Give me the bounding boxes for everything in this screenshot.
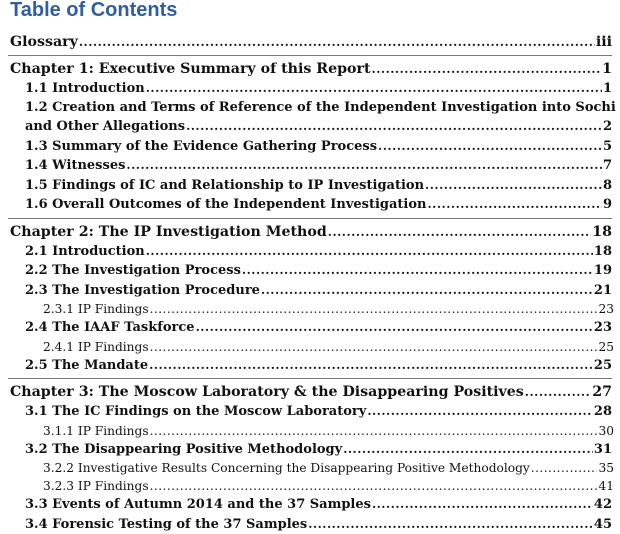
- dot-leader: [367, 402, 593, 421]
- toc-entry-chapter-2[interactable]: [10, 223, 612, 242]
- entry-page: 2: [603, 118, 612, 137]
- entry-page: 25: [594, 357, 612, 376]
- entry-page: 23: [594, 319, 612, 338]
- dot-leader: [261, 281, 593, 300]
- toc-entry-3-2[interactable]: [25, 440, 612, 460]
- dot-leader: [425, 176, 602, 195]
- entry-label: 2.4 The IAAF Taskforce: [25, 319, 195, 338]
- entry-label: 3.4 Forensic Testing of the 37 Samples: [25, 516, 307, 534]
- entry-page: 23: [598, 300, 614, 318]
- dot-leader: [150, 422, 598, 440]
- toc-entry-1-3[interactable]: [25, 137, 612, 157]
- toc-entry-3-2-2[interactable]: [43, 459, 614, 477]
- entry-page: 45: [594, 516, 612, 534]
- dot-leader: [531, 459, 598, 477]
- dot-leader: [196, 318, 593, 337]
- entry-page: 41: [598, 477, 614, 495]
- entry-page: 42: [594, 496, 612, 515]
- toc-entry-2-4-1[interactable]: [43, 338, 614, 356]
- entry-label: 3.3 Events of Autumn 2014 and the 37 Samples: [25, 496, 371, 515]
- entry-label: 1.5 Findings of IC and Relationship to IP Investigation: [25, 177, 424, 196]
- dot-leader: [525, 383, 591, 402]
- dot-leader: [79, 33, 595, 52]
- entry-label: 2.3 The Investigation Procedure: [25, 282, 260, 301]
- toc-entry-2-5[interactable]: [25, 356, 612, 376]
- entry-page: 1: [603, 80, 612, 99]
- dot-leader: [150, 477, 598, 495]
- entry-page: 25: [598, 338, 614, 356]
- toc-entry-chapter-1[interactable]: [10, 60, 612, 79]
- table-of-contents: [0, 33, 620, 534]
- toc-entry-2-1[interactable]: [25, 242, 612, 262]
- entry-label: 1.4 Witnesses: [25, 157, 125, 176]
- entry-label: 3.2.3 IP Findings: [43, 477, 149, 495]
- entry-page: 1: [602, 60, 612, 79]
- entry-label-line-1: 1.2 Creation and Terms of Reference of the Independent Investigation into Sochi: [25, 99, 616, 118]
- toc-entry-1-4[interactable]: [25, 156, 612, 176]
- toc-entry-3-4[interactable]: [25, 515, 612, 534]
- section-divider: [8, 55, 612, 56]
- dot-leader: [186, 117, 602, 136]
- entry-page: 30: [598, 422, 614, 440]
- dot-leader: [378, 137, 602, 156]
- toc-entry-2-3[interactable]: [25, 281, 612, 301]
- toc-entry-1-5[interactable]: [25, 176, 612, 196]
- entry-label: 2.4.1 IP Findings: [43, 338, 149, 356]
- entry-label: 3.2.2 Investigative Results Concerning the Disappearing Positive Methodology: [43, 459, 530, 477]
- section-divider: [8, 378, 612, 379]
- toc-entry-3-2-3[interactable]: [43, 477, 614, 495]
- entry-label: 1.6 Overall Outcomes of the Independent Investigation: [25, 196, 427, 215]
- dot-leader: [126, 156, 602, 175]
- entry-page: 8: [603, 177, 612, 196]
- entry-label: Chapter 2: The IP Investigation Method: [10, 223, 327, 242]
- dot-leader: [242, 261, 593, 280]
- entry-page: 9: [603, 196, 612, 215]
- entry-label: 2.2 The Investigation Process: [25, 262, 241, 281]
- dot-leader: [343, 440, 593, 459]
- dot-leader: [372, 495, 593, 514]
- entry-label-line-2: and Other Allegations: [25, 118, 185, 137]
- toc-title: Table of Contents: [10, 0, 177, 23]
- entry-page: 5: [603, 138, 612, 157]
- entry-label: Chapter 3: The Moscow Laboratory & the Disappearing Positives: [10, 383, 524, 402]
- dot-leader: [372, 60, 602, 79]
- entry-page: 19: [594, 262, 612, 281]
- entry-label: Chapter 1: Executive Summary of this Report: [10, 60, 371, 79]
- toc-entry-chapter-3[interactable]: [10, 383, 612, 402]
- entry-label: 3.2 The Disappearing Positive Methodology: [25, 441, 342, 460]
- entry-page: iii: [596, 33, 612, 52]
- toc-entry-2-2[interactable]: [25, 261, 612, 281]
- dot-leader: [150, 300, 598, 318]
- entry-label: 1.3 Summary of the Evidence Gathering Process: [25, 138, 377, 157]
- dot-leader: [308, 515, 593, 534]
- entry-page: 21: [594, 282, 612, 301]
- entry-page: 35: [598, 459, 614, 477]
- dot-leader: [149, 356, 593, 375]
- entry-label: 3.1 The IC Findings on the Moscow Laboratory: [25, 403, 366, 422]
- entry-label: 2.1 Introduction: [25, 243, 145, 262]
- entry-page: 31: [594, 441, 612, 460]
- dot-leader: [428, 195, 602, 214]
- entry-label: Glossary: [10, 33, 78, 52]
- toc-entry-3-3[interactable]: [25, 495, 612, 515]
- entry-page: 27: [592, 383, 612, 402]
- toc-entry-1-2[interactable]: [25, 99, 612, 137]
- entry-page: 18: [594, 243, 612, 262]
- section-divider: [8, 218, 612, 219]
- dot-leader: [146, 79, 602, 98]
- entry-page: 28: [594, 403, 612, 422]
- entry-label: 3.1.1 IP Findings: [43, 422, 149, 440]
- dot-leader: [146, 242, 593, 261]
- toc-entry-1-1[interactable]: [25, 79, 612, 99]
- entry-page: 18: [592, 223, 612, 242]
- toc-entry-2-3-1[interactable]: [43, 300, 614, 318]
- toc-entry-3-1[interactable]: [25, 402, 612, 422]
- entry-label: 2.3.1 IP Findings: [43, 300, 149, 318]
- dot-leader: [328, 223, 591, 242]
- entry-label: 2.5 The Mandate: [25, 357, 148, 376]
- entry-label: 1.1 Introduction: [25, 80, 145, 99]
- toc-entry-2-4[interactable]: [25, 318, 612, 338]
- toc-entry-glossary[interactable]: [10, 33, 612, 52]
- toc-entry-3-1-1[interactable]: [43, 422, 614, 440]
- entry-page: 7: [603, 157, 612, 176]
- toc-entry-1-6[interactable]: [25, 195, 612, 215]
- dot-leader: [150, 338, 598, 356]
